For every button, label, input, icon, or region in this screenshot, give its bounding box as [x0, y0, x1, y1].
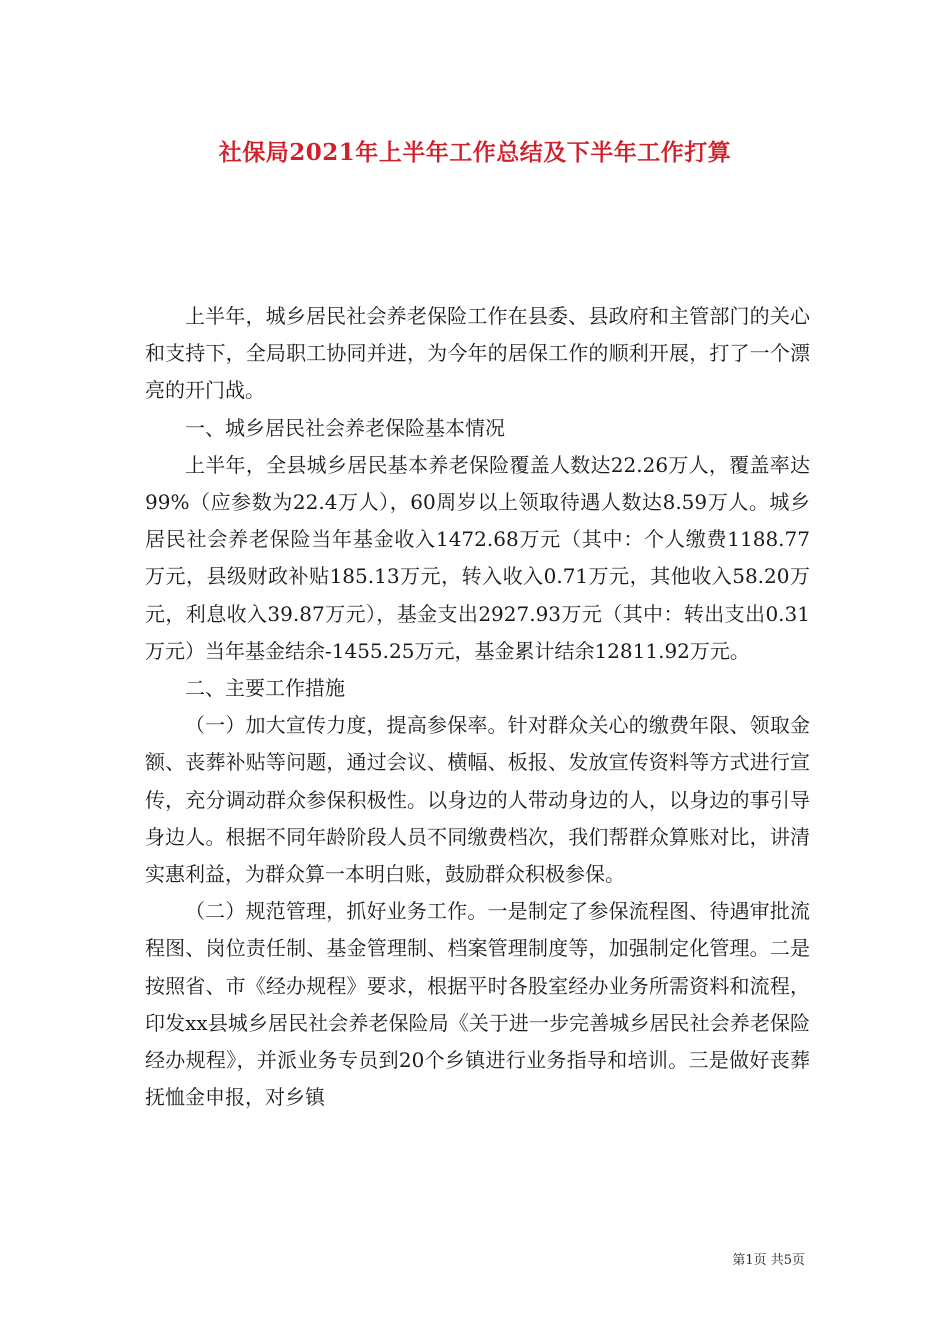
paragraph-intro: 上半年，城乡居民社会养老保险工作在县委、县政府和主管部门的关心和支持下，全局职工协同并进，为今年的居保工作的顺利开展，打了一个漂亮的开门战。: [145, 304, 810, 403]
page-number: 第1页 共5页: [732, 1253, 805, 1268]
paragraph-measure-publicity: （一）加大宣传力度，提高参保率。针对群众关心的缴费年限、领取金额、丧葬补贴等问题，通过会议、横幅、板报、发放宣传资料等方式进行宣传，充分调动群众参保积极性。以身边的人带动身边的人，以身边的事引导身边人。根据不同年龄阶段人员不同缴费档次，我们帮群众算账对比，讲清实惠利益，为群众算一本明白账，鼓励群众积极参保。: [145, 713, 810, 887]
section-heading-basic-situation: 一、城乡居民社会养老保险基本情况: [185, 415, 505, 440]
document-title: 社保局2021年上半年工作总结及下半年工作打算: [218, 139, 732, 166]
paragraph-statistics: 上半年，全县城乡居民基本养老保险覆盖人数达22.26万人，覆盖率达99%（应参数为22.4万人），60周岁以上领取待遇人数达8.59万人。城乡居民社会养老保险当年基金收入1472.68万元（其中：个人缴费1188.77万元，县级财政补贴185.13万元，转入收入0.71万元，其他收入58.20万元，利息收入39.87万元），基金支出2927.93万元（其中：转出支出0.31万元）当年基金结余-1455.25万元，基金累计结余12811.92万元。: [145, 452, 810, 663]
section-heading-measures: 二、主要工作措施: [185, 676, 345, 701]
paragraph-measure-management: （二）规范管理，抓好业务工作。一是制定了参保流程图、待遇审批流程图、岗位责任制、基金管理制、档案管理制度等，加强制定化管理。二是按照省、市《经办规程》要求，根据平时各股室经办业务所需资料和流程，印发xx县城乡居民社会养老保险局《关于进一步完善城乡居民社会养老保险经办规程》，并派业务专员到20个乡镇进行业务指导和培训。三是做好丧葬抚恤金申报，对乡镇: [145, 899, 810, 1110]
document-body: [145, 298, 810, 1116]
